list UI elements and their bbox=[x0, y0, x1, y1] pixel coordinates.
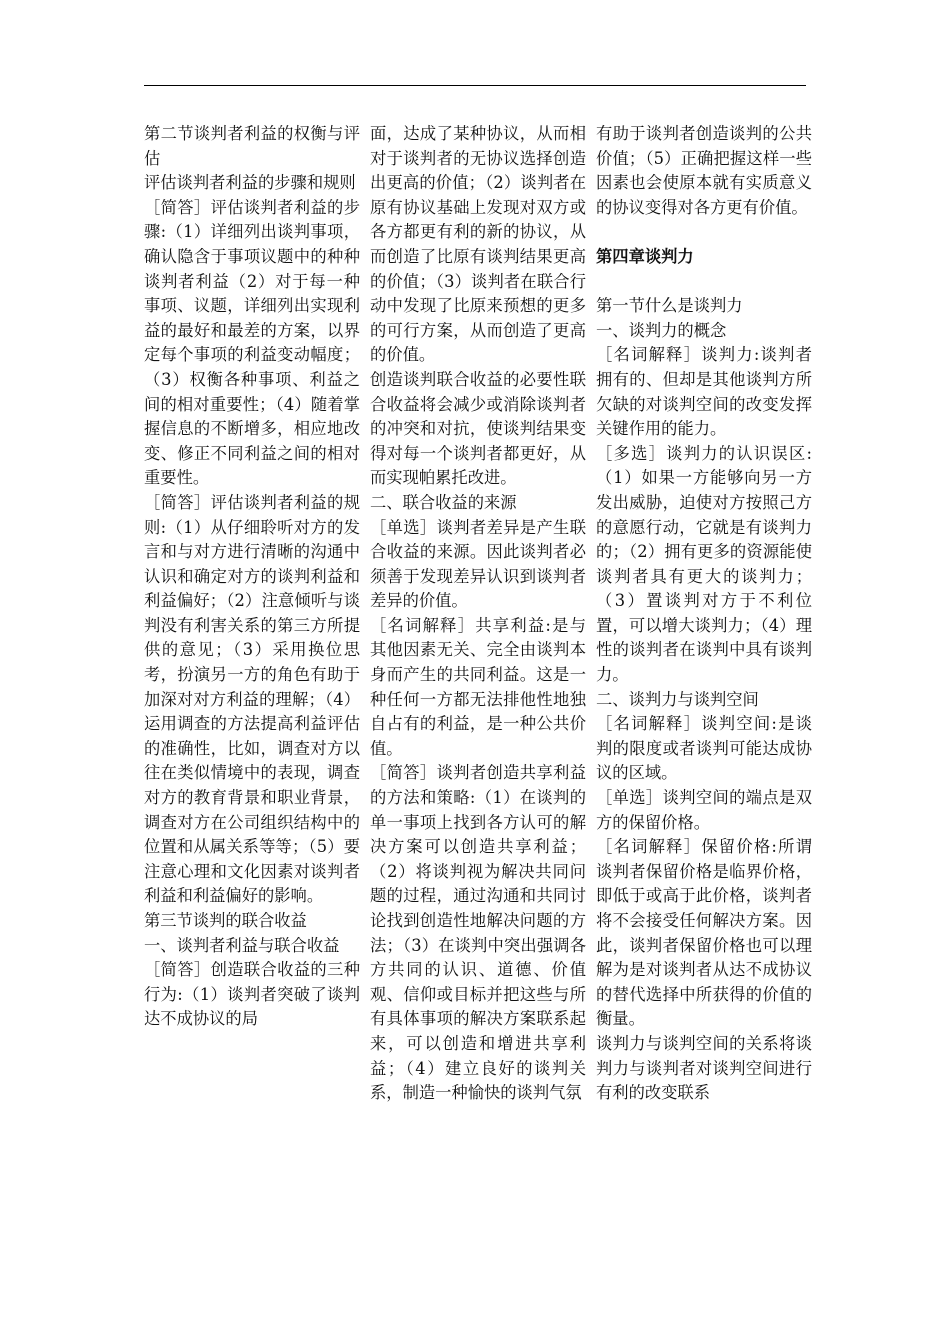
paragraph: ［多选］谈判力的认识误区:（1）如果一方能够向另一方发出威胁，迫使对方按照己方的意愿行动，它就是有谈判力的；（2）拥有更多的资源能使谈判者具有更大的谈判力；（3）置谈判对方于不利位置，可以增大谈判力；（4）理性的谈判者在谈判中具有谈判力。 bbox=[596, 443, 812, 685]
paragraph: 谈判力与谈判空间的关系将谈判力与谈判者对谈判空间进行有利的改变联系 bbox=[596, 1033, 812, 1103]
paragraph: 有助于谈判者创造谈判的公共价值；（5）正确把握这样一些因素也会使原本就有实质意义的协议变得对各方更有价值。 bbox=[596, 124, 812, 217]
subsection-heading: 二、谈判力与谈判空间 bbox=[596, 689, 759, 709]
section-heading: 第三节谈判的联合收益 bbox=[144, 911, 307, 930]
section-heading: 第二节谈判者利益的权衡与评估 bbox=[144, 124, 360, 168]
paragraph: ［简答］评估谈判者利益的步骤:（1）详细列出谈判事项，确认隐含于事项议题中的种种谈判者利益（2）对于每一种事项、议题，详细列出实现利益的最好和最差的方案，以界定每个事项的利益变动幅度；（3）权衡各种事项、利益之间的相对重要性；（4）随着掌握信息的不断增多，相应地改变、修正不同利益之间的相对重要性。 bbox=[144, 197, 360, 488]
paragraph: 创造谈判联合收益的必要性联合收益将会减少或消除谈判者的冲突和对抗，使谈判结果变得对每一个谈判者都更好，从而实现帕累托改进。 bbox=[370, 369, 586, 488]
paragraph: ［名词解释］保留价格:所谓谈判者保留价格是临界价格，即低于或高于此价格，谈判者将不会接受任何解决方案。因此，谈判者保留价格也可以理解为是对谈判者从达不成协议的替代选择中所获得的价值的衡量。 bbox=[596, 837, 812, 1029]
subsection-heading: 一、谈判力的概念 bbox=[596, 320, 727, 340]
paragraph: ［简答］创造联合收益的三种行为:（1）谈判者突破了谈判达不成协议的局 bbox=[144, 960, 360, 1029]
chapter-title: 第四章谈判力 bbox=[596, 246, 694, 266]
header-rule bbox=[144, 85, 806, 86]
spacer bbox=[596, 270, 812, 295]
subsection-heading: 一、谈判者利益与联合收益 bbox=[144, 935, 340, 955]
paragraph: 面，达成了某种协议，从而相对于谈判者的无协议选择创造出更高的价值；（2）谈判者在原有协议基础上发现对双方或各方都更有利的新的协议，从而创造了比原有谈判结果更高的价值；（3）谈判者在联合行动中发现了比原来预想的更多的可行方案，从而创造了更高的价值。 bbox=[370, 124, 586, 365]
paragraph: ［单选］谈判空间的端点是双方的保留价格。 bbox=[596, 788, 812, 832]
subsection-heading: 二、联合收益的来源 bbox=[370, 492, 517, 512]
section-heading: 第一节什么是谈判力 bbox=[596, 296, 743, 316]
spacer bbox=[596, 220, 812, 245]
paragraph: ［简答］评估谈判者利益的规则:（1）从仔细聆听对方的发言和与对方进行清晰的沟通中认识和确定对方的谈判利益和利益偏好；（2）注意倾听与谈判没有利害关系的第三方所提供的意见；（3）采用换位思考，扮演另一方的角色有助于加深对对方利益的理解；（4）运用调查的方法提高利益评估的准确性，比如，调查对方以往在类似情境中的表现，调查对方的教育背景和职业背景，调查对方在公司组织结构中的位置和从属关系等等；（5）要注意心理和文化因素对谈判者利益和利益偏好的影响。 bbox=[144, 492, 360, 906]
subsection-heading: 评估谈判者利益的步骤和规则 bbox=[144, 173, 356, 193]
paragraph: ［名词解释］共享利益:是与其他因素无关、完全由谈判本身而产生的共同利益。这是一种任何一方都无法排他性地独自占有的利益，是一种公共价值。 bbox=[370, 615, 586, 758]
text-column-2 bbox=[370, 122, 586, 1252]
paragraph: ［名词解释］谈判空间:是谈判的限度或者谈判可能达成协议的区域。 bbox=[596, 714, 812, 783]
text-column-3 bbox=[596, 122, 812, 1252]
paragraph: ［简答］谈判者创造共享利益的方法和策略:（1）在谈判的单一事项上找到各方认可的解决方案可以创造共享利益；（2）将谈判视为解决共同问题的过程，通过沟通和共同讨论找到创造性地解决问题的方法；（3）在谈判中突出强调各方共同的认识、道德、价值观、信仰或目标并把这些与所有具体事项的解决方案联系起来，可以创造和增进共享利益；（4）建立良好的谈判关系，制造一种愉快的谈判气氛 bbox=[370, 763, 586, 1103]
paragraph: ［名词解释］谈判力:谈判者拥有的、但却是其他谈判方所欠缺的对谈判空间的改变发挥关键作用的能力。 bbox=[596, 345, 812, 439]
text-column-1 bbox=[144, 122, 360, 1252]
paragraph: ［单选］谈判者差异是产生联合收益的来源。因此谈判者必须善于发现差异认识到谈判者差异的价值。 bbox=[370, 517, 586, 611]
